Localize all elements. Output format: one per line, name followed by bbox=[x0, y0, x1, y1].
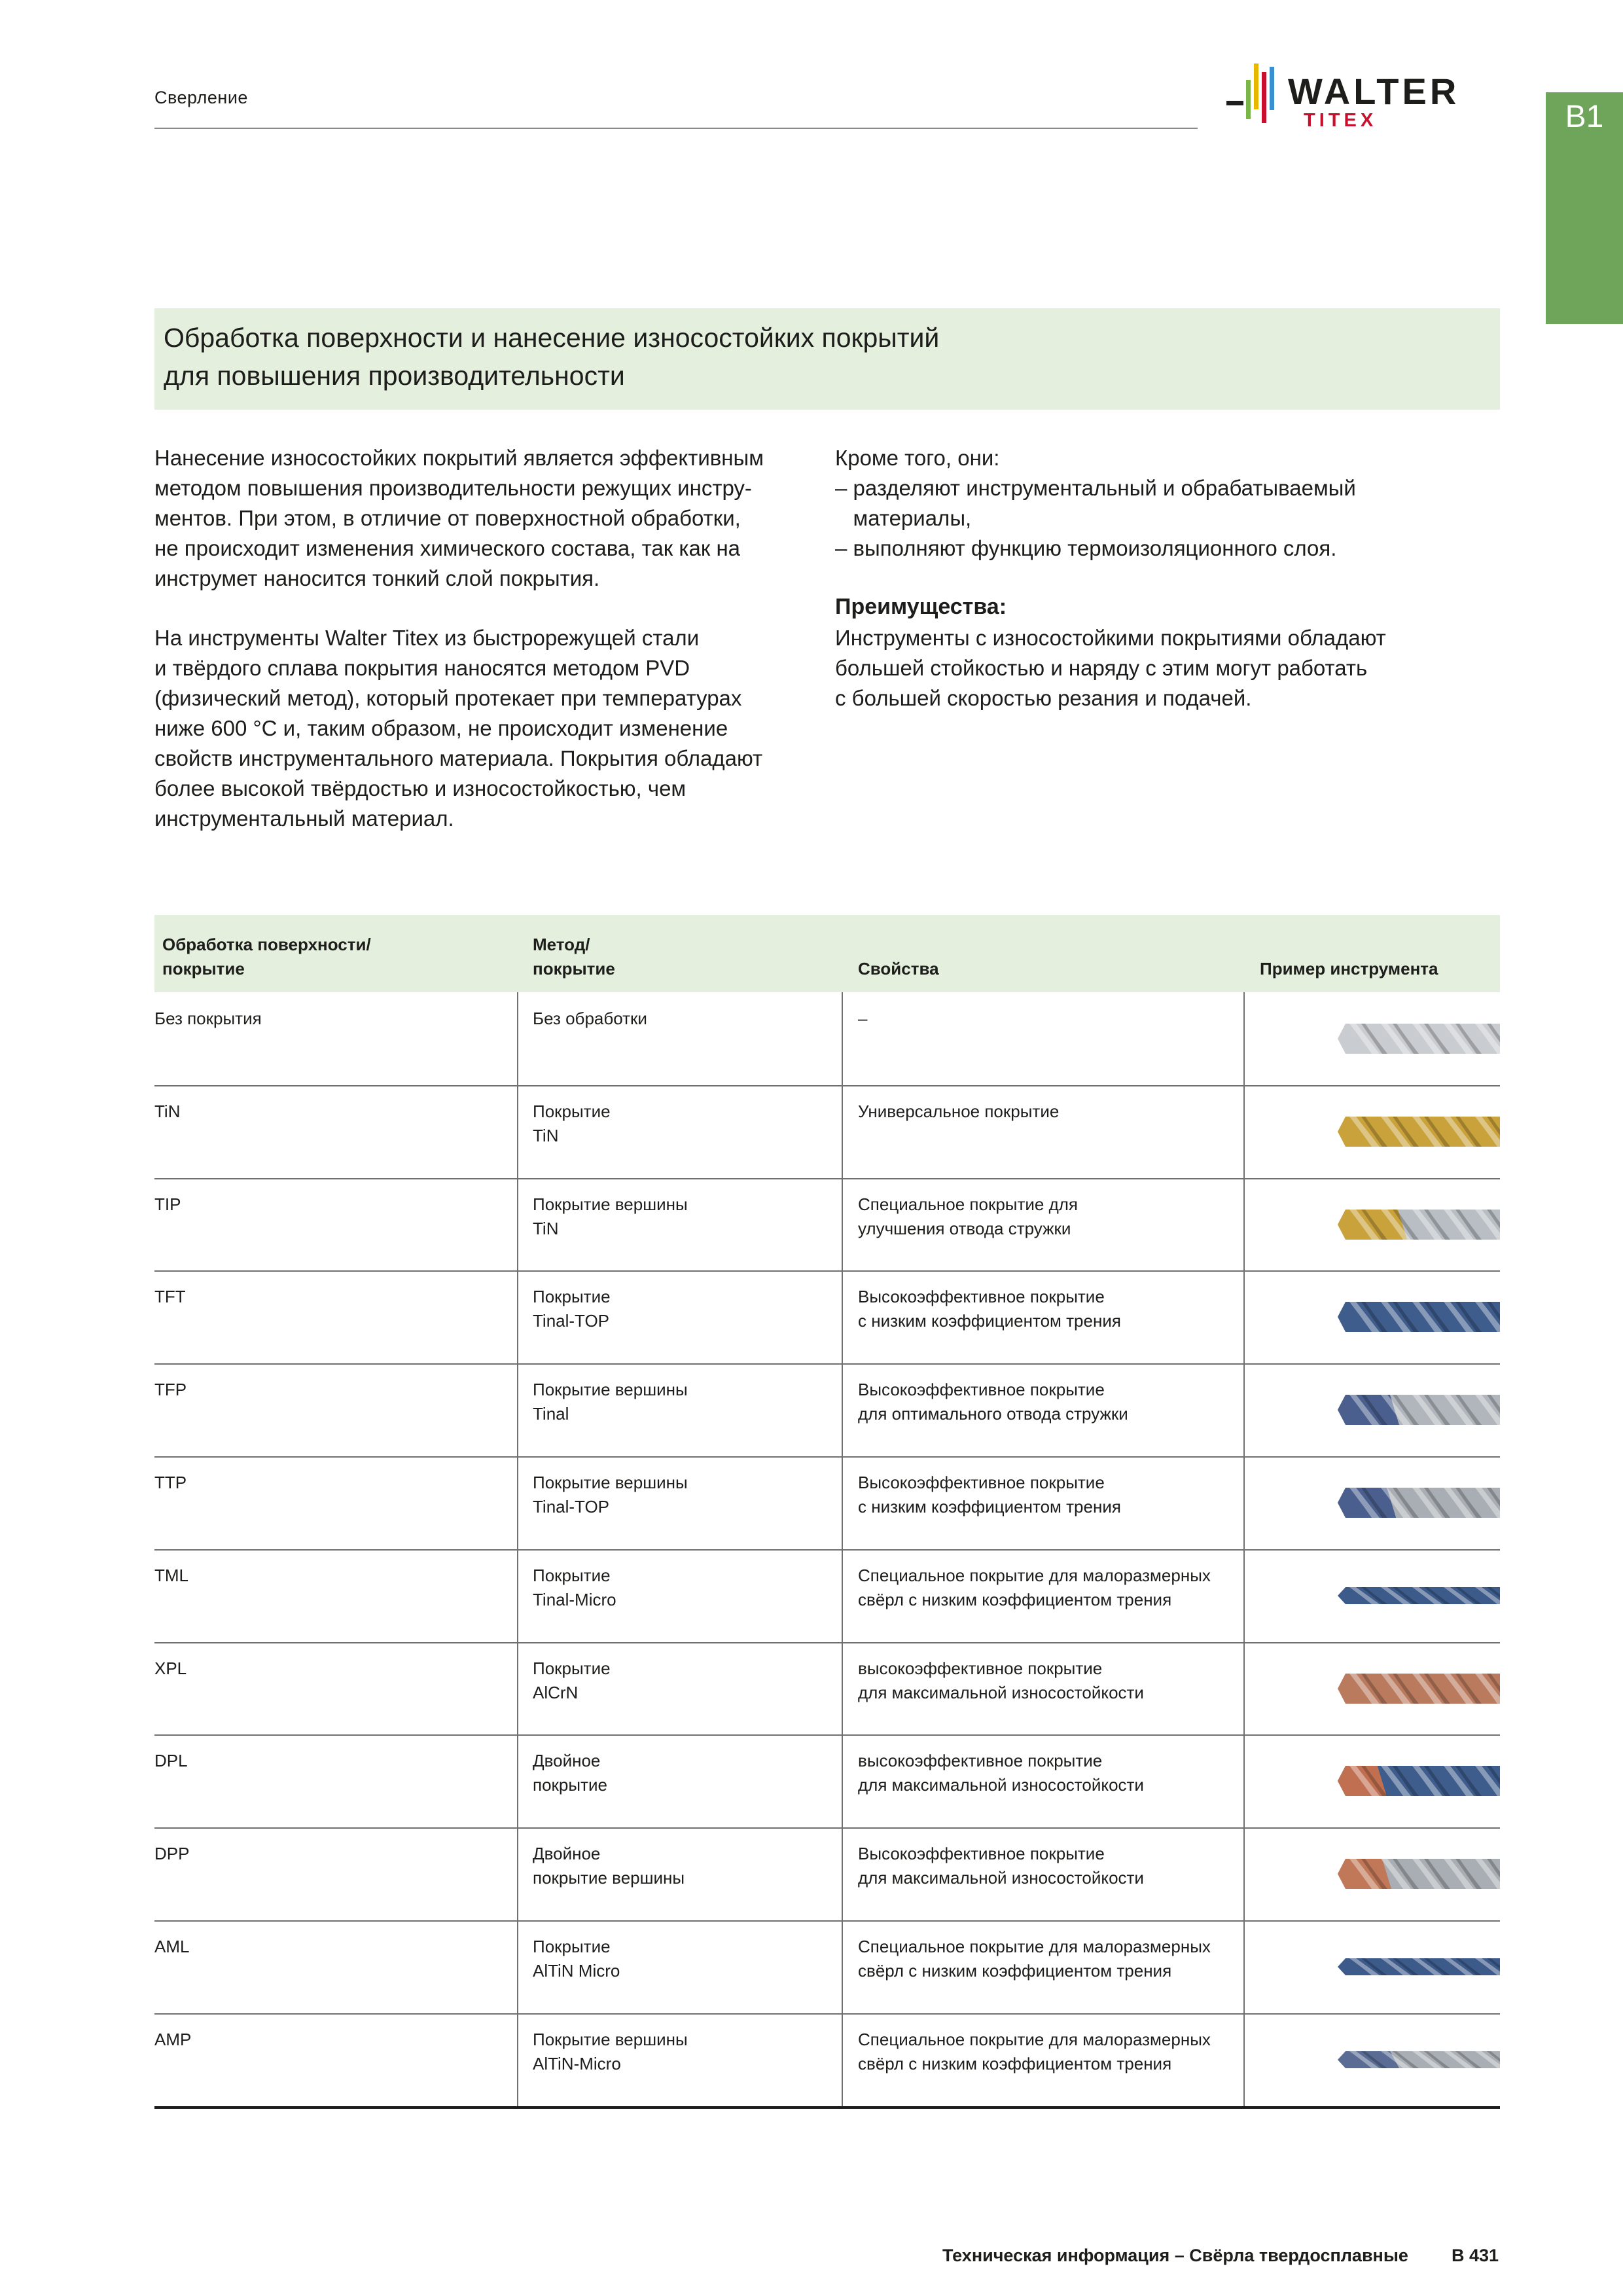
coating-cell: TML bbox=[154, 1565, 188, 1585]
row-divider bbox=[154, 1920, 1500, 1922]
properties-cell: высокоэффективное покрытие для максимальной износостойкости bbox=[858, 1658, 1144, 1702]
method-cell: Покрытие Tinal-TOP bbox=[533, 1287, 611, 1331]
properties-cell: Высокоэффективное покрытие для оптимального отвода стружки bbox=[858, 1380, 1128, 1424]
coating-cell: TFP bbox=[154, 1380, 187, 1400]
header-rule bbox=[154, 128, 1198, 129]
footer-text: Техническая информация – Свёрла твердосплавные bbox=[942, 2246, 1408, 2265]
page-title-line2: для повышения производительности bbox=[164, 361, 625, 391]
row-divider bbox=[154, 2013, 1500, 2015]
page-title-line1: Обработка поверхности и нанесение износостойких покрытий bbox=[164, 323, 940, 353]
method-cell: Покрытие AlCrN bbox=[533, 1658, 611, 1702]
coating-cell: XPL bbox=[154, 1658, 187, 1678]
drill-icon bbox=[1336, 1294, 1500, 1340]
drill-icon bbox=[1336, 1851, 1500, 1897]
advantages-heading: Преимущества: bbox=[835, 594, 1007, 619]
drill-icon bbox=[1336, 1202, 1500, 1247]
intro-paragraph-1: Нанесение износостойких покрытий является эффективным методом повышения производительности режущих инстру- ментов. При этом, в отличие от поверхностной обработки, не происходит изменения химического состава, так как на инструмет наносится тонкий слой покрытия. bbox=[154, 446, 764, 590]
coating-cell: Без покрытия bbox=[154, 1009, 262, 1028]
drill-icon bbox=[1336, 1387, 1500, 1433]
header-coating: Обработка поверхности/ покрытие bbox=[162, 935, 371, 978]
logo-bars-icon bbox=[1226, 60, 1280, 132]
header-method: Метод/ покрытие bbox=[533, 935, 615, 978]
method-cell: Покрытие AlTiN Micro bbox=[533, 1937, 620, 1981]
method-cell: Двойное покрытие bbox=[533, 1751, 607, 1795]
drill-icon bbox=[1336, 1944, 1500, 1990]
column-divider bbox=[842, 992, 843, 2106]
properties-cell: Высокоэффективное покрытие для максимальной износостойкости bbox=[858, 1844, 1144, 1888]
coating-cell: TIP bbox=[154, 1194, 181, 1214]
advantages-paragraph: Инструменты с износостойкими покрытиями обладают большей стойкостью и наряду с этим могут работать с большей скоростью резания и подачей. bbox=[835, 626, 1386, 710]
section-label: Сверление bbox=[154, 88, 248, 107]
logo-walter-text: WALTER bbox=[1288, 71, 1460, 112]
method-cell: Покрытие вершины AlTiN-Micro bbox=[533, 2029, 688, 2073]
method-cell: Двойное покрытие вершины bbox=[533, 1844, 685, 1888]
intro-paragraph-2: На инструменты Walter Titex из быстрорежущей стали и твёрдого сплава покрытия наносятся методом PVD (физический метод), который протекает при температурах ниже 600 °C и, таким образом, не происходит изменение свойств инструментального материала. Покрытия обладают более высокой твёрдостью и износостойкостью, чем инструментальный материал. bbox=[154, 626, 763, 831]
row-divider bbox=[154, 1363, 1500, 1365]
coating-cell: AMP bbox=[154, 2029, 192, 2049]
coating-cell: AML bbox=[154, 1937, 190, 1956]
drill-icon bbox=[1336, 1758, 1500, 1804]
chapter-tab[interactable] bbox=[1546, 92, 1623, 324]
method-cell: Покрытие вершины Tinal bbox=[533, 1380, 688, 1424]
row-divider bbox=[154, 1549, 1500, 1551]
properties-cell: высокоэффективное покрытие для максимальной износостойкости bbox=[858, 1751, 1144, 1795]
row-divider bbox=[154, 1456, 1500, 1458]
properties-cell: Высокоэффективное покрытие с низким коэффициентом трения bbox=[858, 1473, 1121, 1516]
column-divider bbox=[517, 992, 518, 2106]
properties-cell: – bbox=[858, 1009, 868, 1028]
drill-icon bbox=[1336, 2037, 1500, 2083]
logo-titex-text: TITEX bbox=[1304, 110, 1378, 131]
row-divider bbox=[154, 1178, 1500, 1179]
row-divider bbox=[154, 1270, 1500, 1272]
properties-cell: Специальное покрытие для малоразмерных свёрл с низким коэффициентом трения bbox=[858, 1937, 1211, 1981]
row-divider bbox=[154, 1827, 1500, 1829]
properties-cell: Высокоэффективное покрытие с низким коэффициентом трения bbox=[858, 1287, 1121, 1331]
properties-cell: Специальное покрытие для улучшения отвода стружки bbox=[858, 1194, 1079, 1238]
row-divider bbox=[154, 1642, 1500, 1643]
coating-cell: TFT bbox=[154, 1287, 186, 1307]
functions-paragraph: Кроме того, они: – разделяют инструментальный и обрабатываемый материалы, – выполняют функцию термоизоляционного слоя. bbox=[835, 446, 1356, 560]
method-cell: Без обработки bbox=[533, 1009, 647, 1028]
coating-cell: DPL bbox=[154, 1751, 188, 1771]
properties-cell: Специальное покрытие для малоразмерных свёрл с низким коэффициентом трения bbox=[858, 2029, 1211, 2073]
header-properties: Свойства bbox=[858, 959, 939, 978]
drill-icon bbox=[1336, 1109, 1500, 1155]
walter-titex-logo bbox=[1226, 60, 1501, 132]
method-cell: Покрытие вершины Tinal-TOP bbox=[533, 1473, 688, 1516]
row-divider bbox=[154, 1085, 1500, 1086]
column-divider bbox=[1243, 992, 1245, 2106]
page-number: B 431 bbox=[1452, 2246, 1499, 2265]
chapter-tab-label: B1 bbox=[1565, 99, 1604, 134]
drill-icon bbox=[1336, 1573, 1500, 1619]
title-band bbox=[154, 308, 1500, 410]
drill-icon bbox=[1336, 1016, 1500, 1062]
row-divider bbox=[154, 1734, 1500, 1736]
table-bottom-rule bbox=[154, 2106, 1500, 2109]
header-example-tool: Пример инструмента bbox=[1260, 959, 1438, 978]
drill-icon bbox=[1336, 1480, 1500, 1526]
method-cell: Покрытие TiN bbox=[533, 1101, 611, 1145]
properties-cell: Специальное покрытие для малоразмерных свёрл с низким коэффициентом трения bbox=[858, 1565, 1211, 1609]
method-cell: Покрытие вершины TiN bbox=[533, 1194, 688, 1238]
coating-cell: DPP bbox=[154, 1844, 190, 1864]
method-cell: Покрытие Tinal-Micro bbox=[533, 1565, 616, 1609]
coating-cell: TTP bbox=[154, 1473, 187, 1492]
coating-cell: TiN bbox=[154, 1101, 181, 1121]
drill-icon bbox=[1336, 1666, 1500, 1712]
properties-cell: Универсальное покрытие bbox=[858, 1101, 1060, 1121]
